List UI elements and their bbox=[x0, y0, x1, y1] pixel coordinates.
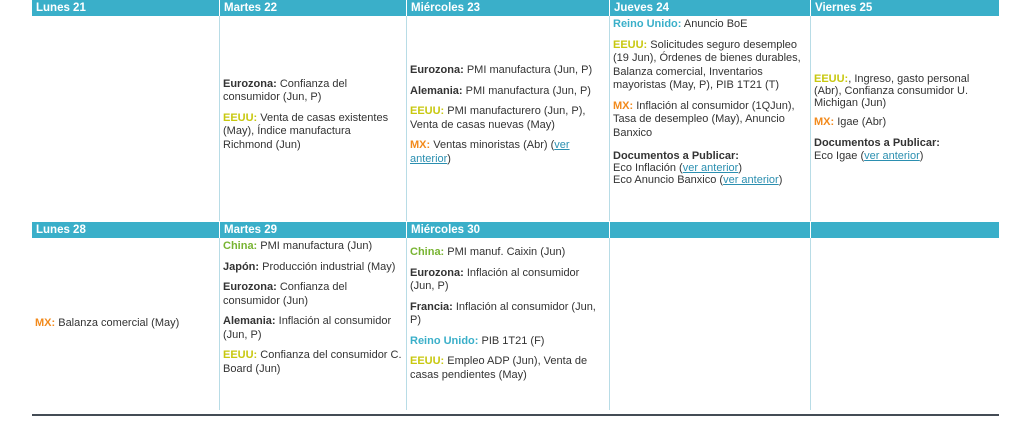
event bbox=[35, 317, 216, 331]
region-mx: MX: bbox=[410, 139, 431, 151]
document-text: ) bbox=[778, 174, 783, 186]
cell-lunes-28 bbox=[32, 238, 220, 410]
day-header-lunes-21: Lunes 21 bbox=[32, 0, 220, 16]
region-reino-unido: Reino Unido: bbox=[410, 334, 479, 347]
day-header-martes-22: Martes 22 bbox=[220, 0, 407, 16]
event bbox=[613, 100, 807, 141]
event bbox=[410, 64, 606, 78]
event bbox=[410, 267, 606, 294]
documents-title: Documentos a Publicar: bbox=[613, 150, 739, 162]
document-text: Eco Inflación ( bbox=[613, 162, 683, 174]
event-text: Ventas minoristas (Abr) ( bbox=[430, 139, 555, 151]
event bbox=[410, 335, 606, 349]
cell-martes-29 bbox=[220, 238, 407, 410]
event-text: Inflación al consumidor (Jun, P) bbox=[410, 266, 580, 292]
document-item bbox=[814, 150, 996, 164]
region-mx: MX: bbox=[35, 317, 56, 330]
cell-empty-2 bbox=[811, 238, 999, 410]
event-text: Confianza del consumidor (Jun, P) bbox=[223, 77, 348, 104]
document-text: ) bbox=[919, 150, 924, 163]
event-text: , Ingreso, gasto personal (Abr), Confianza consumidor U. Michigan (Jun) bbox=[814, 73, 970, 110]
day-header-jueves-24: Jueves 24 bbox=[610, 0, 811, 16]
week2-body bbox=[32, 238, 999, 410]
week1-body bbox=[32, 16, 999, 221]
day-header-miercoles-30: Miércoles 30 bbox=[407, 222, 610, 238]
document-text: Eco Anuncio Banxico ( bbox=[613, 174, 724, 186]
event bbox=[410, 301, 606, 328]
event bbox=[223, 78, 403, 105]
region-eurozona: Eurozona: bbox=[223, 77, 277, 90]
event bbox=[410, 246, 606, 260]
day-header-lunes-28: Lunes 28 bbox=[32, 222, 220, 238]
region-alemania: Alemania: bbox=[410, 84, 463, 97]
document-text: Eco Igae ( bbox=[814, 150, 865, 163]
cell-miercoles-30 bbox=[407, 238, 610, 410]
event bbox=[814, 116, 996, 130]
event bbox=[223, 281, 403, 308]
ver-anterior-link[interactable]: ver anterior bbox=[864, 150, 920, 163]
region-eurozona: Eurozona: bbox=[410, 64, 464, 76]
event bbox=[223, 261, 403, 275]
region-eeuu: EEUU: bbox=[223, 349, 258, 361]
cell-viernes-25 bbox=[811, 16, 999, 221]
event-text: Inflación al consumidor (1QJun), Tasa de desempleo (May), Anuncio Banxico bbox=[613, 99, 795, 139]
ver-anterior-link[interactable]: ver anterior bbox=[682, 162, 739, 174]
day-header-empty-2 bbox=[811, 222, 999, 238]
event-text: Balanza comercial (May) bbox=[55, 317, 180, 330]
region-francia: Francia: bbox=[410, 300, 453, 313]
region-eeuu: EEUU: bbox=[613, 38, 648, 51]
event-text: Confianza del consumidor C. Board (Jun) bbox=[223, 349, 402, 375]
documents-title: Documentos a Publicar: bbox=[814, 136, 940, 149]
cell-martes-22 bbox=[220, 16, 407, 221]
ver-anterior-link[interactable]: ver anterior bbox=[723, 174, 779, 186]
region-mx: MX: bbox=[814, 116, 835, 129]
event bbox=[410, 139, 606, 166]
region-china: China: bbox=[410, 246, 445, 258]
document-item bbox=[613, 162, 807, 174]
cell-empty-1 bbox=[610, 238, 811, 410]
event bbox=[410, 85, 606, 99]
cell-miercoles-23 bbox=[407, 16, 610, 221]
day-header-miercoles-23: Miércoles 23 bbox=[407, 0, 610, 16]
event-text: PMI manufactura (Jun, P) bbox=[463, 64, 593, 76]
region-eeuu: EEUU: bbox=[814, 73, 849, 86]
event bbox=[410, 355, 606, 382]
event-text: Producción industrial (May) bbox=[259, 260, 396, 273]
event-text: PMI manuf. Caixin (Jun) bbox=[444, 246, 566, 258]
day-header-viernes-25: Viernes 25 bbox=[815, 2, 873, 14]
event bbox=[613, 18, 807, 32]
ver-anterior-link[interactable]: ver anterior bbox=[410, 139, 570, 165]
document-text: ) bbox=[738, 162, 743, 174]
documents-section bbox=[814, 137, 996, 164]
region-eurozona: Eurozona: bbox=[223, 281, 277, 293]
event bbox=[223, 349, 403, 376]
week1-header bbox=[32, 0, 999, 16]
region-eeuu: EEUU: bbox=[410, 355, 445, 367]
event-text: ) bbox=[447, 152, 451, 165]
event bbox=[223, 315, 403, 342]
cell-jueves-24 bbox=[610, 16, 811, 221]
day-header-empty-1 bbox=[610, 222, 811, 238]
event-text: Confianza del consumidor (Jun) bbox=[223, 281, 348, 307]
event-text: PIB 1T21 (F) bbox=[478, 334, 545, 347]
region-eeuu: EEUU: bbox=[410, 105, 445, 117]
documents-section bbox=[613, 150, 807, 186]
event-text: Empleo ADP (Jun), Venta de casas pendientes (May) bbox=[410, 355, 588, 381]
event bbox=[410, 105, 606, 132]
event-text: Solicitudes seguro desempleo (19 Jun), Órdenes de bienes durables, Balanza comercial, Inventarios mayoristas (May, P), PIB 1T21 (T) bbox=[613, 38, 801, 91]
day-header-martes-29: Martes 29 bbox=[220, 222, 407, 238]
region-eeuu: EEUU: bbox=[223, 111, 258, 124]
region-japon: Japón: bbox=[223, 260, 260, 273]
event bbox=[613, 39, 807, 93]
event-text: PMI manufactura (Jun, P) bbox=[462, 84, 591, 97]
event-text: Inflación al consumidor (Jun, P) bbox=[223, 315, 392, 341]
event-text: Igae (Abr) bbox=[834, 116, 887, 129]
week2-header bbox=[32, 222, 999, 238]
event-text: Venta de casas existentes (May), Índice manufactura Richmond (Jun) bbox=[223, 111, 389, 151]
event-text: Inflación al consumidor (Jun, P) bbox=[410, 300, 596, 326]
cell-lunes-21 bbox=[32, 16, 220, 221]
region-alemania: Alemania: bbox=[223, 315, 276, 327]
event-text: PMI manufacturero (Jun, P), Venta de casas nuevas (May) bbox=[410, 105, 586, 131]
document-item bbox=[613, 174, 807, 186]
bottom-rule bbox=[32, 414, 999, 416]
event-text: PMI manufactura (Jun) bbox=[257, 240, 373, 252]
event bbox=[223, 240, 403, 254]
region-china: China: bbox=[223, 240, 258, 252]
event bbox=[814, 73, 996, 109]
region-reino-unido: Reino Unido: bbox=[613, 18, 682, 30]
region-mx: MX: bbox=[613, 99, 634, 112]
event bbox=[223, 112, 403, 153]
event-text: Anuncio BoE bbox=[681, 18, 748, 30]
region-eurozona: Eurozona: bbox=[410, 266, 464, 279]
